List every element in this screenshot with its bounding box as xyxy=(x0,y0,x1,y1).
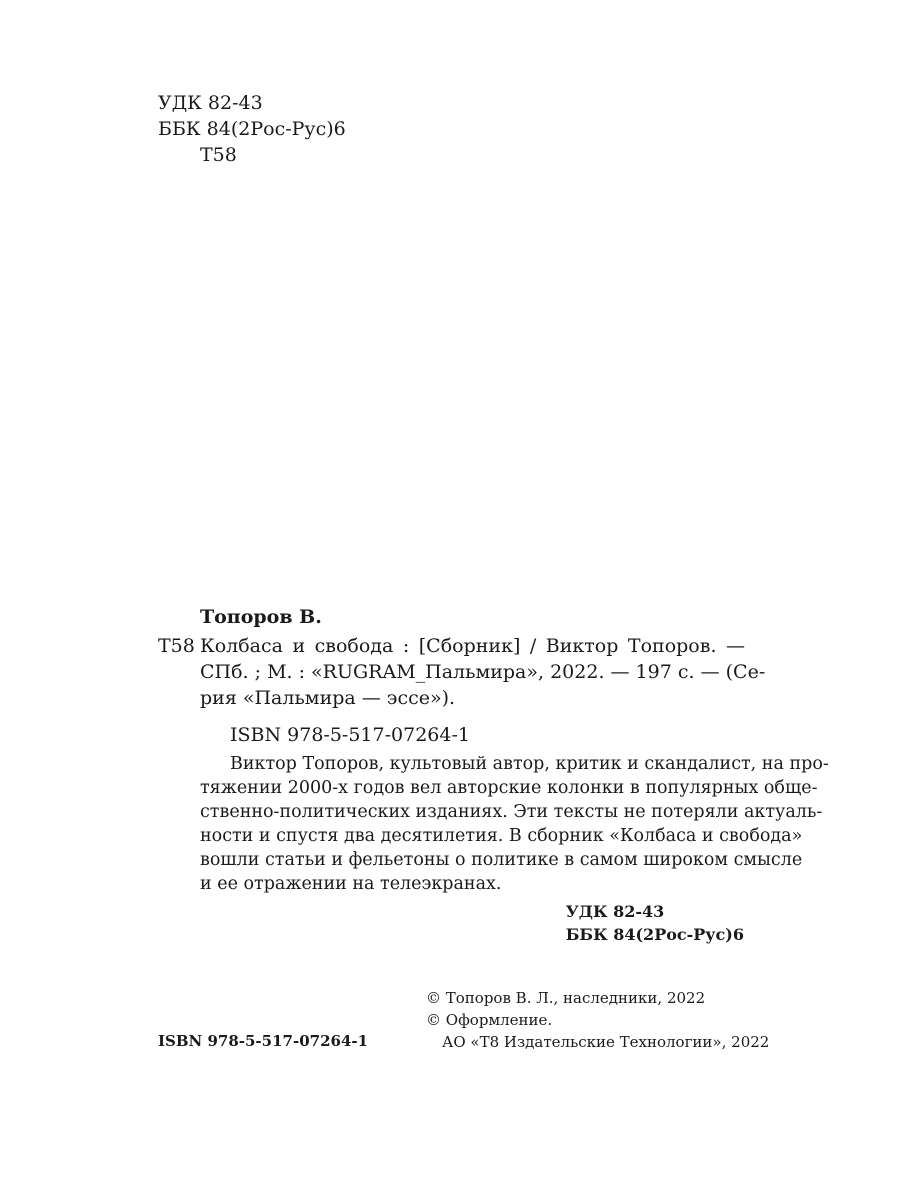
annotation-line: и ее отражении на телеэкранах. xyxy=(200,874,502,894)
catalog-author: Топоров В. xyxy=(200,606,322,628)
catalog-isbn: ISBN 978-5-517-07264-1 xyxy=(230,724,470,746)
copyright-block xyxy=(426,987,769,1053)
author-mark: Т58 xyxy=(200,144,237,166)
catalog-udk: УДК 82-43 xyxy=(565,902,665,921)
udk-code: УДК 82-43 xyxy=(158,92,263,114)
catalog-classification xyxy=(566,900,744,946)
biblio-line: Колбаса и свобода : [Сборник] / Виктор Топоров. — xyxy=(200,635,745,657)
bibliographic-description xyxy=(200,633,766,711)
catalog-bbk: ББК 84(2Рос-Рус)6 xyxy=(565,925,744,944)
biblio-line: рия «Пальмира — эссе»). xyxy=(200,687,456,709)
annotation-line: ственно-политических изданиях. Эти тексты не потеряли актуаль- xyxy=(200,802,823,822)
annotation-line: ности и спустя два десятилетия. В сборник «Колбаса и свобода» xyxy=(200,826,803,846)
copyright-author: © Топоров В. Л., наследники, 2022 xyxy=(426,989,706,1007)
catalog-author-mark: Т58 xyxy=(158,635,195,657)
copyright-publisher: АО «Т8 Издательские Технологии», 2022 xyxy=(442,1033,770,1051)
copyright-design: © Оформление. xyxy=(426,1011,553,1029)
annotation-line: вошли статьи и фельетоны о политике в самом широком смысле xyxy=(200,850,803,870)
isbn-bottom: ISBN 978-5-517-07264-1 xyxy=(158,1032,369,1050)
annotation-line: Виктор Топоров, культовый автор, критик и скандалист, на про- xyxy=(230,754,829,774)
biblio-line: СПб. ; М. : «RUGRAM_Пальмира», 2022. — 197 с. — (Се- xyxy=(200,661,766,683)
bbk-code: ББК 84(2Рос-Рус)6 xyxy=(158,118,346,140)
top-classification-codes xyxy=(158,90,346,168)
annotation xyxy=(200,752,829,896)
annotation-line: тяжении 2000-х годов вел авторские колонки в популярных обще- xyxy=(200,778,818,798)
